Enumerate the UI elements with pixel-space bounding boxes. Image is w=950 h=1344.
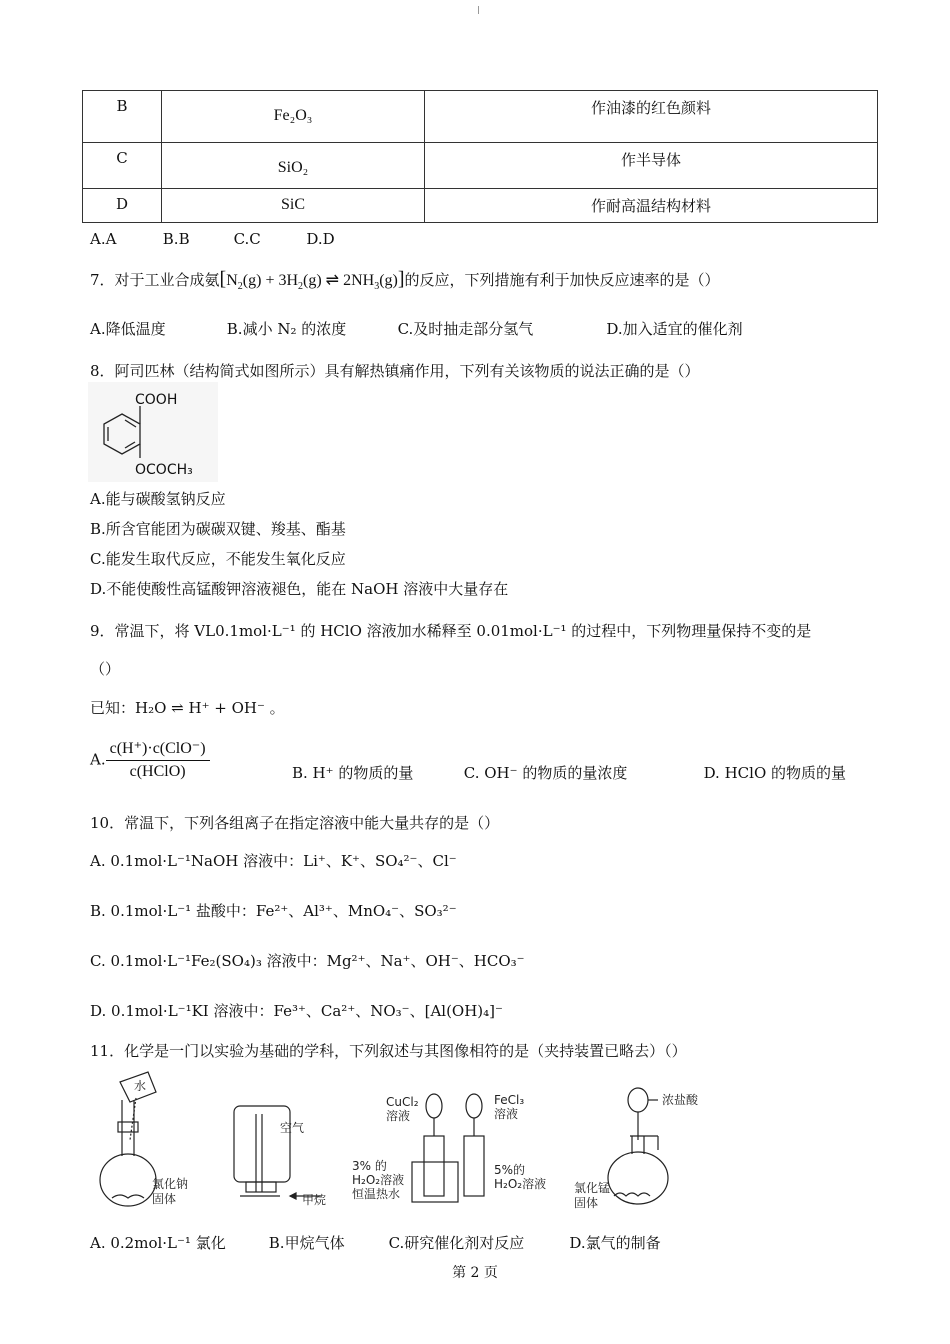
table-cell-use: 作半导体 [425, 143, 878, 189]
label-h2o2-3: 3% 的 [352, 1159, 387, 1173]
q7-stem: 7．对于工业合成氨[$N_2(g) + 3H_2(g)$ ⇌ $2NH_3(g)$]的反应，下列措施有利于加快反应速率的是（） [90, 268, 720, 293]
q8-stem: 8．阿司匹林（结构简式如图所示）具有解热镇痛作用，下列有关该物质的说法正确的是（） [90, 362, 700, 380]
figure-b-gas-bottle [234, 1106, 322, 1199]
table-row [83, 189, 878, 223]
q6-option-a: A.A [90, 230, 117, 248]
table-cell-formula: SiO₂ [277, 159, 309, 176]
q9-option-b: B. H⁺ 的物质的量 [292, 764, 414, 782]
q7-option-a: A.降低温度 [90, 320, 166, 338]
q9-option-c: C. OH⁻ 的物质的量浓度 [463, 764, 628, 782]
label-conc-hcl: 浓盐酸 [662, 1093, 699, 1107]
q6-options [90, 230, 335, 248]
q6-option-c: C.C [233, 230, 261, 248]
q7-equation: [ [219, 268, 227, 290]
q11-option-a: A. 0.2mol·L⁻¹ 氯化 [90, 1234, 226, 1252]
q11-option-d: D.氯气的制备 [569, 1234, 661, 1252]
figure-a-volumetric-flask [100, 1072, 156, 1206]
q10-option-d: D. 0.1mol·L⁻¹KI 溶液中：Fe³⁺、Ca²⁺、NO₃⁻、[Al(OH)₄]⁻ [90, 1002, 503, 1020]
q10-stem: 10．常温下，下列各组离子在指定溶液中能大量共存的是（） [90, 814, 500, 832]
q9-options-rest [292, 762, 846, 783]
label-h2o2-5: 5%的 [494, 1163, 526, 1177]
table-cell-letter: B [83, 91, 162, 143]
table-cell-letter: C [83, 143, 162, 189]
label-solid: 固体 [152, 1192, 177, 1206]
label-mncl: 氯化锰 [574, 1181, 611, 1195]
label-methane: 甲烷 [302, 1193, 327, 1207]
q7-stem-suffix: 的反应，下列措施有利于加快反应速率的是（） [404, 271, 720, 289]
q11-apparatus-figures [90, 1070, 880, 1220]
aspirin-structure [88, 382, 218, 482]
table-row [83, 143, 878, 189]
q8-option-a: A.能与碳酸氢钠反应 [90, 490, 226, 508]
q11-options [90, 1232, 661, 1253]
page-number: 第 2 页 [452, 1265, 498, 1281]
label-water: 水 [134, 1079, 147, 1093]
label-cucl2-solution: 溶液 [386, 1109, 411, 1123]
q7-options [90, 318, 743, 339]
q10-option-b: B. 0.1mol·L⁻¹ 盐酸中：Fe²⁺、Al³⁺、MnO₄⁻、SO₃²⁻ [90, 902, 457, 920]
q9-stem-cont: （） [90, 660, 121, 678]
label-fecl3: FeCl₃ [494, 1093, 525, 1107]
q9-known: 已知：H₂O ⇌ H⁺ + OH⁻ 。 [90, 699, 285, 717]
label-hot-water: 恒温热水 [352, 1187, 401, 1201]
q8-option-d: D.不能使酸性高锰酸钾溶液褪色，能在 NaOH 溶液中大量存在 [90, 580, 509, 598]
q10-option-a: A. 0.1mol·L⁻¹NaOH 溶液中：Li⁺、K⁺、SO₄²⁻、Cl⁻ [90, 852, 457, 870]
table-cell-use: 作油漆的红色颜料 [425, 91, 878, 143]
table-cell-letter: D [83, 189, 162, 223]
options-table [82, 90, 878, 223]
figure-c-catalyst-tubes [412, 1094, 484, 1202]
top-tick-mark [478, 6, 479, 14]
label-cucl2: CuCl₂ [386, 1095, 419, 1109]
q7-option-d: D.加入适宜的催化剂 [606, 320, 743, 338]
table-cell-formula: SiC [280, 196, 305, 213]
q7-stem-prefix: 7．对于工业合成氨 [90, 271, 220, 289]
q6-option-d: D.D [306, 230, 335, 248]
q10-option-c: C. 0.1mol·L⁻¹Fe₂(SO₄)₃ 溶液中：Mg²⁺、Na⁺、OH⁻、HCO₃⁻ [90, 952, 525, 970]
q8-option-b: B.所含官能团为碳碳双键、羧基、酯基 [90, 520, 346, 538]
q7-option-b: B.减小 N₂ 的浓度 [226, 320, 347, 338]
q9-option-a-fraction [106, 738, 210, 781]
q11-option-c: C.研究催化剂对反应 [388, 1234, 525, 1252]
label-h2o2-solution-b: H₂O₂溶液 [494, 1177, 547, 1191]
label-fecl3-solution: 溶液 [494, 1107, 519, 1121]
label-h2o2-solution-a: H₂O₂溶液 [352, 1173, 405, 1187]
q8-option-c: C.能发生取代反应，不能发生氧化反应 [90, 550, 346, 568]
q9-option-d: D. HClO 的物质的量 [703, 764, 847, 782]
table-cell-use: 作耐高温结构材料 [425, 189, 878, 223]
fraction-numerator: c(H⁺)·c(ClO⁻) [106, 738, 210, 761]
structure-bottom-group: OCOCH₃ [135, 462, 193, 478]
table-cell-formula: Fe₂O₃ [273, 107, 313, 124]
q11-option-b: B.甲烷气体 [268, 1234, 345, 1252]
q9-stem: 9．常温下，将 VL0.1mol·L⁻¹ 的 HClO 溶液加水稀释至 0.01mol·L⁻¹ 的过程中，下列物理量保持不变的是 [90, 622, 812, 640]
q9-option-a-label: A. [90, 750, 106, 769]
q7-option-c: C.及时抽走部分氢气 [397, 320, 534, 338]
label-nacl: 氯化钠 [152, 1177, 189, 1191]
q9-options [90, 738, 210, 781]
fraction-denominator: c(HClO) [129, 763, 186, 780]
structure-top-group: COOH [135, 392, 178, 408]
label-solid-d: 固体 [574, 1196, 599, 1210]
label-air: 空气 [280, 1121, 305, 1135]
figure-d-chlorine-flask [608, 1088, 668, 1204]
table-row [83, 91, 878, 143]
q6-option-b: B.B [162, 230, 190, 248]
q11-stem: 11．化学是一门以实验为基础的学科，下列叙述与其图像相符的是（夹持装置已略去）（） [90, 1042, 687, 1060]
